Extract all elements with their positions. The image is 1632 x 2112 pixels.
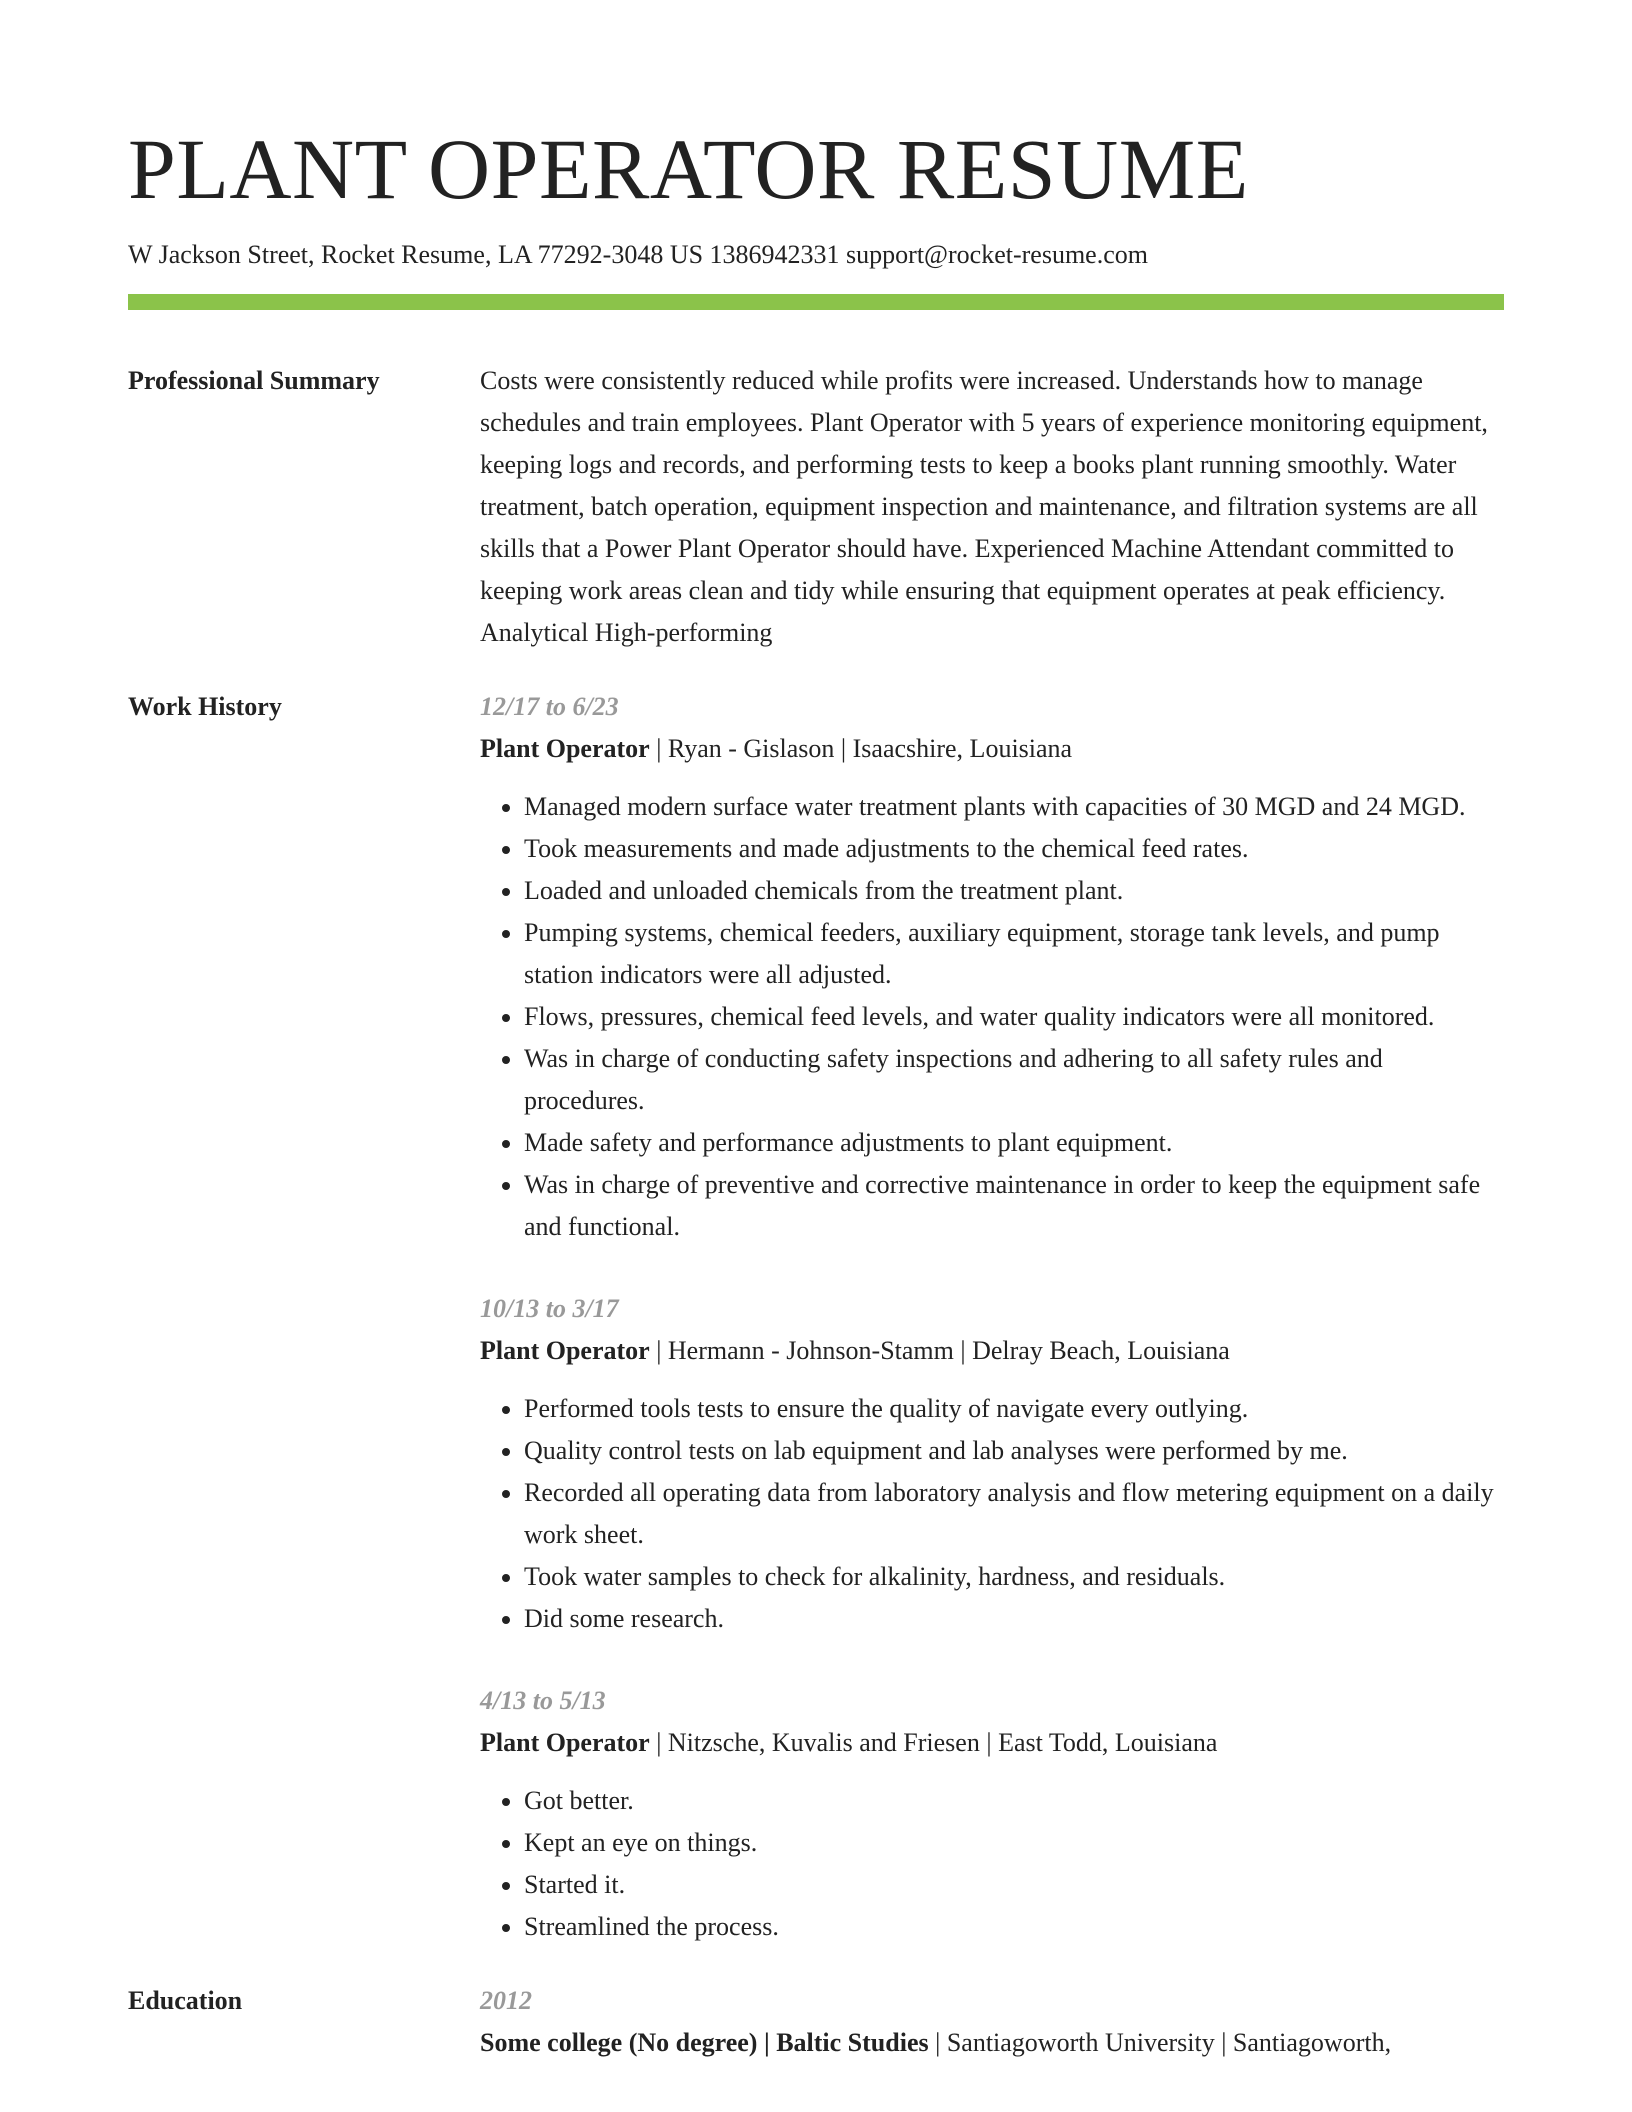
job-duty-item: • Quality control tests on lab equipment and lab analyses were performed by me.	[524, 1430, 1504, 1472]
contact-line: W Jackson Street, Rocket Resume, LA 77292-3048 US 1386942331 support@rocket-resume.com	[128, 240, 1148, 269]
education-list	[480, 1980, 1504, 2064]
section-heading: Professional Summary	[128, 366, 380, 395]
job-duty-item: • Was in charge of preventive and corrective maintenance in order to keep the equipment safe and functional.	[524, 1164, 1504, 1248]
professional-summary-section	[128, 360, 1504, 654]
job-duty-item: • Pumping systems, chemical feeders, auxiliary equipment, storage tank levels, and pump station indicators were all adjusted.	[524, 912, 1504, 996]
job-entry	[480, 1288, 1504, 1640]
accent-divider	[128, 294, 1504, 310]
job-dates: 4/13 to 5/13	[480, 1686, 606, 1715]
job-duty-item: • Started it.	[524, 1864, 1504, 1906]
job-duty-item: • Managed modern surface water treatment plants with capacities of 30 MGD and 24 MGD.	[524, 786, 1504, 828]
job-location: Isaacshire, Louisiana	[852, 734, 1073, 763]
job-dates: 12/17 to 6/23	[480, 692, 619, 721]
job-location: East Todd, Louisiana	[998, 1728, 1218, 1757]
job-duty-item: • Performed tools tests to ensure the quality of navigate every outlying.	[524, 1388, 1504, 1430]
section-heading: Work History	[128, 692, 282, 721]
job-entry	[480, 1680, 1504, 1948]
job-company: Hermann - Johnson-Stamm	[667, 1336, 954, 1365]
jobs-list	[480, 686, 1504, 1948]
job-duty-item: • Loaded and unloaded chemicals from the treatment plant.	[524, 870, 1504, 912]
job-role-line	[480, 1722, 1504, 1764]
job-company: Ryan - Gislason	[667, 734, 835, 763]
section-heading: Education	[128, 1986, 243, 2015]
separator: |	[979, 1728, 999, 1757]
resume-page	[128, 0, 1504, 2064]
job-duty-item: • Recorded all operating data from laboratory analysis and flow metering equipment on a daily work sheet.	[524, 1472, 1504, 1556]
job-title: Plant Operator	[480, 1336, 650, 1365]
job-location: Delray Beach, Louisiana	[972, 1336, 1230, 1365]
work-history-section	[128, 686, 1504, 1948]
job-duty-item: • Did some research.	[524, 1598, 1504, 1640]
separator: |	[649, 1728, 668, 1757]
separator: |	[649, 1336, 668, 1365]
job-title: Plant Operator	[480, 734, 650, 763]
job-duties-list	[480, 1388, 1504, 1640]
job-title: Plant Operator	[480, 1728, 650, 1757]
education-year: 2012	[480, 1986, 532, 2015]
job-duty-item: • Took measurements and made adjustments to the chemical feed rates.	[524, 828, 1504, 870]
job-duties-list	[480, 1780, 1504, 1948]
job-duty-item: • Was in charge of conducting safety inspections and adhering to all safety rules and procedures.	[524, 1038, 1504, 1122]
education-section	[128, 1980, 1504, 2064]
job-duty-item: • Streamlined the process.	[524, 1906, 1504, 1948]
job-company: Nitzsche, Kuvalis and Friesen	[667, 1728, 980, 1757]
job-duty-item: • Took water samples to check for alkalinity, hardness, and residuals.	[524, 1556, 1504, 1598]
summary-text: Costs were consistently reduced while profits were increased. Understands how to manage schedules and train employees. Plant Operator with 5 years of experience monitoring equipment, keeping logs and records, and performing tests to keep a books plant running smoothly. Water treatment, batch operation, equipment inspection and maintenance, and filtration systems are all skills that a Power Plant Operator should have. Experienced Machine Attendant committed to keeping work areas clean and tidy while ensuring that equipment operates at peak efficiency. Analytical High-performing	[480, 366, 1488, 647]
job-duty-item: • Flows, pressures, chemical feed levels, and water quality indicators were all monitored.	[524, 996, 1504, 1038]
job-duty-item: • Got better.	[524, 1780, 1504, 1822]
separator: |	[953, 1336, 973, 1365]
job-duties-list	[480, 786, 1504, 1248]
separator: |	[649, 734, 668, 763]
job-role-line	[480, 1330, 1504, 1372]
separator: |	[834, 734, 853, 763]
education-institution: | Santiagoworth University | Santiagoworth,	[928, 2028, 1392, 2057]
resume-title: PLANT OPERATOR RESUME	[128, 121, 1249, 217]
job-duty-item: • Kept an eye on things.	[524, 1822, 1504, 1864]
job-duty-item: • Made safety and performance adjustments to plant equipment.	[524, 1122, 1504, 1164]
education-degree: Some college (No degree) | Baltic Studies	[480, 2028, 929, 2057]
job-role-line	[480, 728, 1504, 770]
job-entry	[480, 686, 1504, 1248]
job-dates: 10/13 to 3/17	[480, 1294, 619, 1323]
education-line	[480, 2022, 1504, 2064]
